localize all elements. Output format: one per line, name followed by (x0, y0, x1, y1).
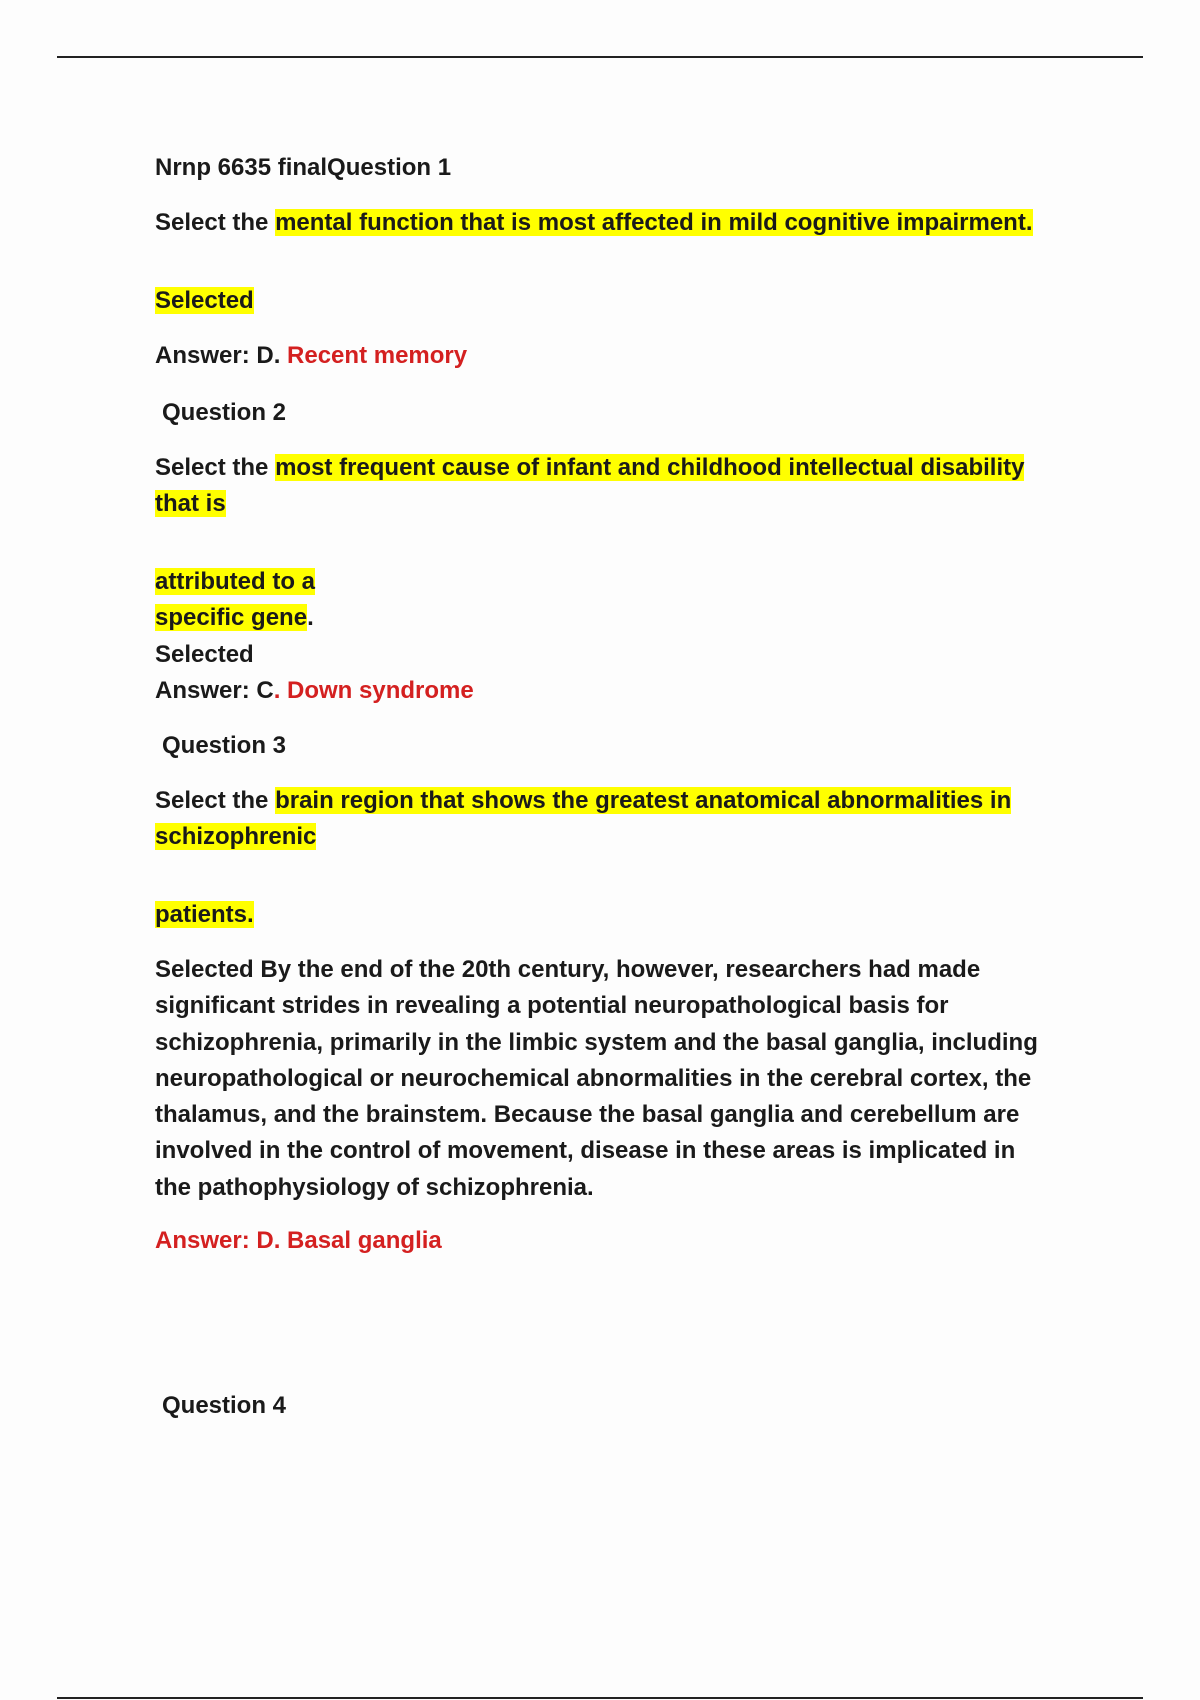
q1-prompt-highlight: mental function that is most affected in mild cognitive impairment. (275, 209, 1033, 236)
q3-prompt-line2 (155, 819, 316, 855)
q3-prompt-highlight-1: brain region that shows the greatest anatomical abnormalities in (275, 787, 1012, 814)
q3-prompt-highlight-3: patients. (155, 901, 254, 928)
q4-heading: Question 4 (162, 1392, 287, 1419)
q1-answer-value: Recent memory (287, 342, 468, 369)
q2-prompt-highlight-1: most frequent cause of infant and childhood intellectual disability (275, 454, 1025, 481)
q2-prompt-highlight-4: specific gene (155, 604, 308, 631)
q3-heading: Question 3 (162, 732, 287, 759)
q2-answer-label: Answer: C (155, 677, 274, 704)
q1-selected (155, 283, 254, 319)
document-title: Nrnp 6635 finalQuestion 1 (155, 154, 452, 181)
q2-answer-value: . Down syndrome (273, 677, 474, 704)
q2-prompt (155, 450, 1024, 486)
q2-prompt-prefix: Select the (155, 454, 269, 481)
q3-prompt-highlight-2: schizophrenic (155, 823, 317, 850)
q3-prompt-prefix: Select the (155, 787, 269, 814)
q1-answer-label: Answer: D. (155, 342, 281, 369)
q2-answer (155, 673, 474, 709)
q2-prompt-line4 (155, 600, 314, 636)
q1-answer (155, 338, 467, 374)
top-rule (57, 56, 1143, 58)
q2-prompt-end: . (307, 604, 314, 631)
q3-explanation: Selected By the end of the 20th century, however, researchers had made significant strides in revealing a potential neuropathological basis for schizophrenia, primarily in the limbic system and the basal ganglia, including neuropathological or neurochemical abnormalities in the cerebral cortex, the thalamus, and the brainstem. Because the basal ganglia and cerebellum are involved in the control of movement, disease in these areas is implicated in the pathophysiology of schizophrenia. (155, 956, 1038, 1201)
q2-prompt-line3 (155, 564, 315, 600)
q1-prompt-prefix: Select the (155, 209, 269, 236)
q3-prompt (155, 783, 1011, 819)
q2-prompt-highlight-3: attributed to a (155, 568, 315, 595)
q3-answer: Answer: D. Basal ganglia (155, 1227, 442, 1254)
q1-selected-label: Selected (155, 287, 254, 314)
q2-prompt-line2 (155, 486, 226, 522)
q2-selected: Selected (155, 641, 254, 668)
q3-prompt-line3 (155, 897, 254, 933)
q1-prompt (155, 205, 1033, 241)
q2-heading: Question 2 (162, 399, 287, 426)
bottom-rule (57, 1697, 1143, 1699)
q2-prompt-highlight-2: that is (155, 490, 226, 517)
